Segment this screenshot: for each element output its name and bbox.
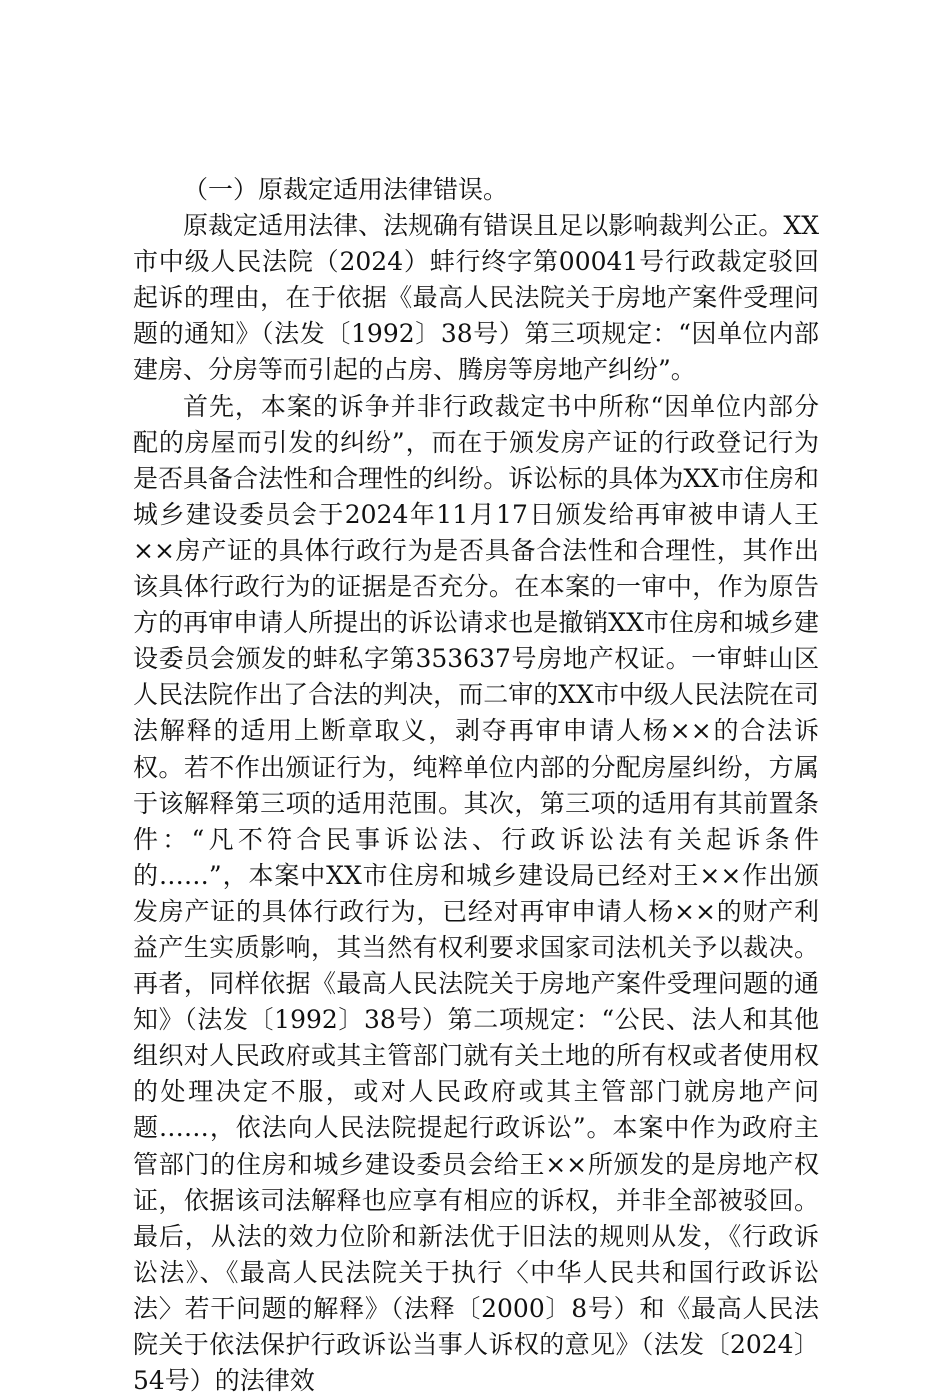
paragraph-ruling-basis: 原裁定适用法律、法规确有错误且足以影响裁判公正。XX市中级人民法院（2024）蚌行终字第00041号行政裁定驳回起诉的理由，在于依据《最高人民法院关于房地产案件受理问题的通知》（法发〔1992〕38号）第三项规定：“因单位内部建房、分房等而引起的占房、腾房等房地产纠纷”。 (133, 211, 819, 385)
section-heading: （一）原裁定适用法律错误。 (183, 175, 509, 204)
paragraph-argument: 首先，本案的诉争并非行政裁定书中所称“因单位内部分配的房屋而引发的纠纷”，而在于颁发房产证的行政登记行为是否具备合法性和合理性的纠纷。诉讼标的具体为XX市住房和城乡建设委员会于2024年11月17日颁发给再审被申请人王××房产证的具体行政行为是否具备合法性和合理性，其作出该具体行政行为的证据是否充分。在本案的一审中，作为原告方的再审申请人所提出的诉讼请求也是撤销XX市住房和城乡建设委员会颁发的蚌私字第353637号房地产权证。一审蚌山区人民法院作出了合法的判决，而二审的XX市中级人民法院在司法解释的适用上断章取义，剥夺再审申请人杨××的合法诉权。若不作出颁证行为，纯粹单位内部的分配房屋纠纷，方属于该解释第三项的适用范围。其次，第三项的适用有其前置条件：“凡不符合民事诉讼法、行政诉讼法有关起诉条件的……”，本案中XX市住房和城乡建设局已经对王××作出颁发房产证的具体行政行为，已经对再审申请人杨××的财产利益产生实质影响，其当然有权利要求国家司法机关予以裁决。再者，同样依据《最高人民法院关于房地产案件受理问题的通知》（法发〔1992〕38号）第二项规定：“公民、法人和其他组织对人民政府或其主管部门就有关土地的所有权或者使用权的处理决定不服，或对人民政府或其主管部门就房地产问题……，依法向人民法院提起行政诉讼”。本案中作为政府主管部门的住房和城乡建设委员会给王××所颁发的是房地产权证，依据该司法解释也应享有相应的诉权，并非全部被驳回。最后，从法的效力位阶和新法优于旧法的规则从发，《行政诉讼法》、《最高人民法院关于执行〈中华人民共和国行政诉讼法〉若干问题的解释》（法释〔2000〕8号）和《最高人民法院关于依法保护行政诉讼当事人诉权的意见》（法发〔2024〕54号）的法律效 (133, 391, 819, 1396)
document-body (133, 172, 819, 1399)
